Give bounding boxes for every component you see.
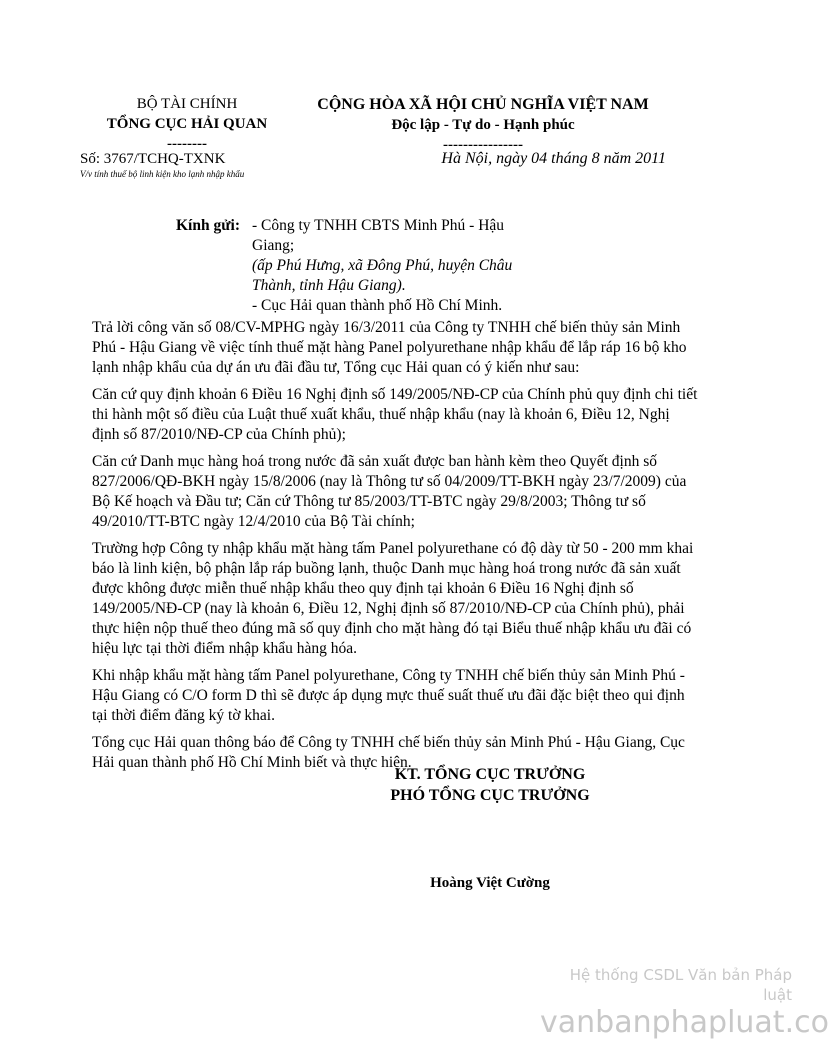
document-body bbox=[92, 318, 700, 780]
watermark-line-2: vanbanphapluat.co bbox=[540, 1005, 829, 1040]
header-left-separator: -------- bbox=[167, 136, 207, 152]
signature-block bbox=[370, 764, 610, 806]
national-header bbox=[300, 94, 666, 155]
nation-title: CỘNG HÒA XÃ HỘI CHỦ NGHĨA VIỆT NAM bbox=[317, 96, 649, 113]
header-right-separator: ---------------- bbox=[443, 137, 523, 153]
body-paragraph-6: Tổng cục Hải quan thông báo để Công ty TNHH chế biến thủy sản Minh Phú - Hậu Giang, Cục Hải quan thành phố Hồ Chí Minh biết và thực hiện. bbox=[92, 734, 685, 771]
signer-name: Hoàng Việt Cường bbox=[430, 875, 550, 891]
document-subject: V/v tính thuế bộ linh kiện kho lạnh nhập khẩu bbox=[80, 169, 245, 179]
document-number: Số: 3767/TCHQ-TXNK bbox=[80, 151, 226, 167]
body-paragraph-5: Khi nhập khẩu mặt hàng tấm Panel polyurethane, Công ty TNHH chế biến thủy sản Minh Phú - Hậu Giang có C/O form D thì sẽ được áp dụng mực thuế suất thuế ưu đãi đặc biệt theo qui định tại thời điểm đăng ký tờ khai. bbox=[92, 667, 685, 724]
recipient-company: - Công ty TNHH CBTS Minh Phú - Hậu Giang; bbox=[252, 217, 505, 254]
issuer-header bbox=[78, 94, 296, 154]
department-name: TỔNG CỤC HẢI QUAN bbox=[106, 116, 268, 132]
recipients-label: Kính gửi: bbox=[176, 217, 240, 234]
signature-title-2: PHÓ TỔNG CỤC TRƯỞNG bbox=[390, 787, 590, 804]
body-paragraph-4: Trường hợp Công ty nhập khẩu mặt hàng tấm Panel polyurethane có độ dày từ 50 - 200 mm khai báo là linh kiện, bộ phận lắp ráp buồng lạnh, thuộc Danh mục hàng hoá trong nước đã sản xuất được không được miễn thuế nhập khẩu theo quy định tại khoản 6 Điều 16 Nghị định số 149/2005/NĐ-CP (nay là khoản 6, Điều 12, Nghị định số 87/2010/NĐ-CP của Chính phủ), phải thực hiện nộp thuế theo đúng mã số quy định cho mặt hàng đó tại Biểu thuế nhập khẩu ưu đãi có hiệu lực tại thời điểm nhập khẩu hàng hóa. bbox=[92, 540, 694, 657]
document-date: Hà Nội, ngày 04 tháng 8 năm 2011 bbox=[441, 150, 666, 167]
signature-title-1: KT. TỔNG CỤC TRƯỞNG bbox=[394, 766, 586, 783]
body-paragraph-1: Trả lời công văn số 08/CV-MPHG ngày 16/3/2011 của Công ty TNHH chế biến thủy sản Minh Phú - Hậu Giang về việc tính thuế mặt hàng Panel polyurethane nhập khẩu để lắp ráp 16 bộ kho lạnh nhập khẩu của dự án ưu đãi đầu tư, Tổng cục Hải quan có ý kiến như sau: bbox=[92, 319, 687, 376]
body-paragraph-3: Căn cứ Danh mục hàng hoá trong nước đã sản xuất được ban hành kèm theo Quyết định số 827/2006/QĐ-BKH ngày 15/8/2006 (nay là Thông tư số 04/2009/TT-BKH ngày 23/7/2009) của Bộ Kế hoạch và Đầu tư; Căn cứ Thông tư 85/2003/TT-BTC ngày 29/8/2003; Thông tư số 49/2010/TT-BTC ngày 12/4/2010 của Bộ Tài chính; bbox=[92, 453, 687, 530]
national-motto: Độc lập - Tự do - Hạnh phúc bbox=[391, 117, 575, 133]
recipients-list bbox=[252, 216, 542, 316]
recipient-company-address: (ấp Phú Hưng, xã Đông Phú, huyện Châu Thành, tỉnh Hậu Giang). bbox=[252, 257, 513, 294]
watermark bbox=[540, 965, 829, 1041]
watermark-line-1: Hệ thống CSDL Văn bản Pháp luật bbox=[569, 966, 792, 1004]
ministry-name: BỘ TÀI CHÍNH bbox=[136, 96, 238, 112]
recipient-customs: - Cục Hải quan thành phố Hồ Chí Minh. bbox=[252, 297, 503, 314]
body-paragraph-2: Căn cứ quy định khoản 6 Điều 16 Nghị định số 149/2005/NĐ-CP của Chính phủ quy định chi tiết thi hành một số điều của Luật thuế xuất khẩu, thuế nhập khẩu (nay là khoản 6, Điều 12, Nghị định số 87/2010/NĐ-CP của Chính phủ); bbox=[92, 386, 698, 443]
